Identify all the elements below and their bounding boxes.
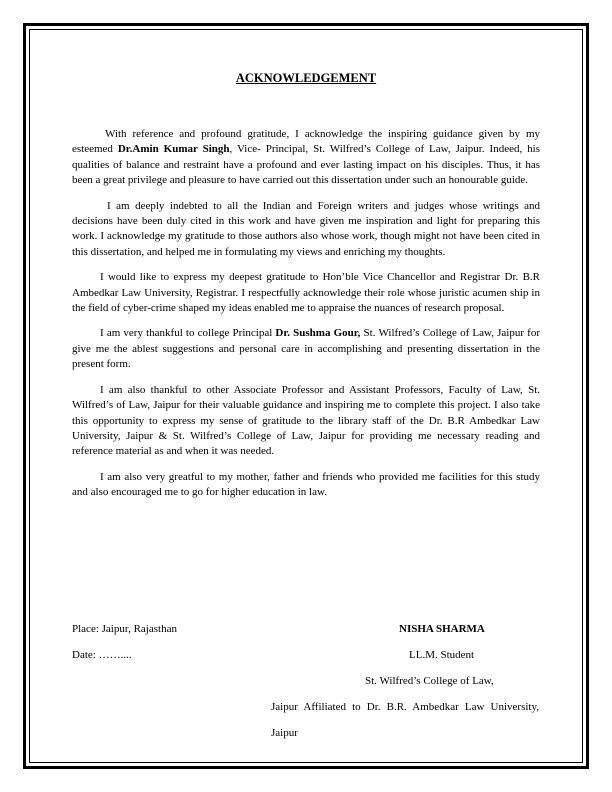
- paragraph-text: I am very thankful to college Principal: [100, 327, 276, 340]
- document-body: [72, 71, 540, 501]
- paragraph-principal-acknowledgement: [72, 326, 540, 372]
- signature-college: St. Wilfred’s College of Law,: [365, 675, 494, 687]
- guide-name: Dr.Amin Kumar Singh: [117, 143, 230, 156]
- paragraph-faculty-acknowledgement: I am also thankful to other Associate Professor and Assistant Professors, Faculty of Law, St. Wilfred’s of Law, Jaipur for their valuable guidance and inspiring me to complete this project. I also take this opportunity to express my sense of gratitude to the library staff of the Dr. B.R Ambedkar Law University, Jaipur & St. Wilfred’s College of Law, Jaipur for providing me necessary reading and reference material as and when it was needed.: [72, 383, 540, 458]
- signature-place: Place: Jaipur, Rajasthan: [72, 623, 177, 635]
- paragraph-university-acknowledgement: I would like to express my deepest gratitude to Hon’ble Vice Chancellor and Registrar Dr. B.R Ambedkar Law University, Registrar. I respectfully acknowledge their role whose juristic acumen ship in the field of cyber-crime shaped my ideas enabled me to appraise the nuances of research proposal.: [72, 271, 540, 315]
- signature-role: LL.M. Student: [409, 649, 475, 661]
- paragraph-text: St. Wilfred’s College of Law, Jaipur for give me the ablest suggestions and personal care in accomplishing and presenting dissertation in the present form.: [72, 327, 540, 371]
- paragraph-text: With reference and profound gratitude, I acknowledge the inspiring guidance given by my esteemed: [72, 128, 540, 156]
- signature-city: Jaipur: [271, 727, 298, 739]
- paragraph-family-acknowledgement: I am also very greatful to my mother, father and friends who provided me facilities for this study and also encouraged me to go for higher education in law.: [72, 470, 540, 499]
- paragraph-guide-acknowledgement: [72, 127, 540, 189]
- signature-date: Date: ……....: [72, 649, 132, 661]
- paragraph-authors-acknowledgement: I am deeply indebted to all the Indian and Foreign writers and judges whose writings and decisions have been duly cited in this work and have given me inspiration and light for preparing this work. I acknowledge my gratitude to those authors also whose work, though might not have been cited in this dissertation, and helped me in formulating my views and enriching my thoughts.: [72, 199, 540, 258]
- signature-affiliation: Jaipur Affiliated to Dr. B.R. Ambedkar Law University,: [271, 701, 539, 713]
- signature-name: NISHA SHARMA: [399, 623, 485, 635]
- document-title: ACKNOWLEDGEMENT: [235, 71, 377, 85]
- principal-name: Dr. Sushma Gour,: [275, 327, 361, 340]
- paragraph-text: , Vice- Principal, St. Wilfred’s College of Law, Jaipur. Indeed, his qualities of balance and restraint have a profound and ever lasting impact on his disciples. Thus, it has been a great privilege and pleasure to have carried out this dissertation under such an honourable guide.: [72, 143, 540, 187]
